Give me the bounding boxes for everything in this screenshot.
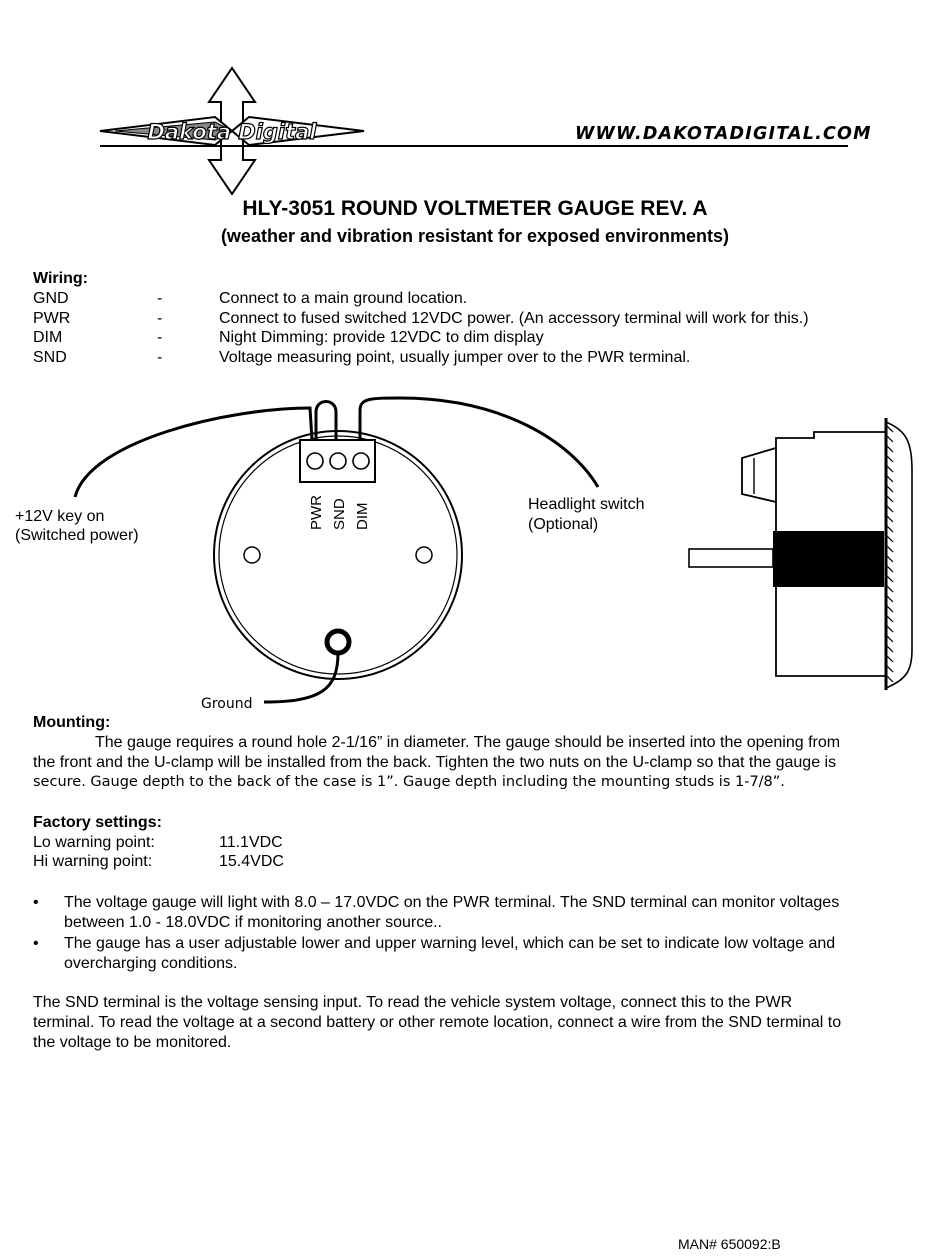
- ground-label: Ground: [201, 696, 253, 712]
- mounting-line: the front and the U-clamp will be installed from the back. Tighten the two nuts on the U-clamp so that the gauge is: [33, 754, 837, 771]
- bullet-marker: •: [33, 935, 39, 952]
- side-view-connector: [742, 448, 776, 502]
- jumper-wire: [316, 402, 336, 441]
- bullet-marker: •: [33, 894, 39, 911]
- terminal-block: [300, 440, 375, 482]
- wiring-term: SND: [33, 349, 67, 366]
- website-url[interactable]: WWW.DAKOTADIGITAL.COM: [575, 124, 872, 144]
- bullet-item: [33, 934, 913, 974]
- wiring-dash: -: [157, 290, 163, 307]
- wiring-desc: Connect to a main ground location.: [219, 290, 468, 307]
- wiring-term: PWR: [33, 310, 71, 327]
- dim-wire: [360, 398, 598, 487]
- wiring-desc: Night Dimming: provide 12VDC to dim display: [219, 329, 544, 346]
- wiring-heading: Wiring:: [33, 270, 88, 287]
- mounting-hole-right: [416, 547, 432, 563]
- headlight-sublabel: (Optional): [528, 516, 599, 533]
- side-view-clamp: [773, 531, 884, 587]
- manual-number: MAN# 650092:B: [678, 1236, 781, 1252]
- page-subtitle: (weather and vibration resistant for exposed environments): [220, 226, 730, 246]
- wiring-term: GND: [33, 290, 69, 307]
- wiring-dash: -: [157, 329, 163, 346]
- page-title: HLY-3051 ROUND VOLTMETER GAUGE REV. A: [242, 197, 708, 220]
- bullet-text: The gauge has a user adjustable lower and upper warning level, which can be set to indicate low voltage and: [64, 935, 836, 952]
- factory-label: Lo warning point:: [33, 834, 155, 851]
- key-on-label: +12V key on: [15, 508, 105, 525]
- logo-text: Dakota Digital: [147, 120, 317, 144]
- mounting-heading: Mounting:: [33, 714, 111, 731]
- factory-heading: Factory settings:: [33, 814, 162, 831]
- terminal-label-snd: SND: [331, 498, 348, 530]
- mounting-line: The gauge requires a round hole 2-1/16” in diameter. The gauge should be inserted into the opening from: [95, 734, 841, 751]
- bullet-item: [33, 893, 913, 933]
- dakota-digital-logo: [95, 62, 370, 200]
- snd-paragraph-line: the voltage to be monitored.: [33, 1034, 232, 1051]
- bullet-text: overcharging conditions.: [64, 955, 238, 972]
- wiring-desc: Voltage measuring point, usually jumper over to the PWR terminal.: [219, 349, 691, 366]
- snd-paragraph-line: The SND terminal is the voltage sensing input. To read the vehicle system voltage, connect this to the PWR: [33, 994, 793, 1011]
- factory-value: 15.4VDC: [219, 853, 284, 870]
- factory-label: Hi warning point:: [33, 853, 153, 870]
- wiring-desc: Connect to fused switched 12VDC power. (An accessory terminal will work for this.): [219, 310, 809, 327]
- wiring-term: DIM: [33, 329, 63, 346]
- side-view-stud: [689, 549, 773, 567]
- wiring-diagram: [0, 385, 950, 715]
- header-rule: [100, 145, 848, 147]
- key-on-sublabel: (Switched power): [15, 527, 139, 544]
- wiring-dash: -: [157, 349, 163, 366]
- headlight-label: Headlight switch: [528, 496, 645, 513]
- snd-paragraph-line: terminal. To read the voltage at a second battery or other remote location, connect a wire from the SND terminal to: [33, 1014, 842, 1031]
- terminal-label-pwr: PWR: [308, 495, 325, 530]
- mounting-line: secure. Gauge depth to the back of the case is 1”. Gauge depth including the mounting studs is 1-7/8”.: [33, 774, 785, 790]
- factory-value: 11.1VDC: [219, 834, 283, 851]
- bullet-text: between 1.0 - 18.0VDC if monitoring another source..: [64, 914, 442, 931]
- mounting-hole-left: [244, 547, 260, 563]
- bullet-text: The voltage gauge will light with 8.0 – 17.0VDC on the PWR terminal. The SND terminal can monitor voltages: [64, 894, 840, 911]
- wiring-dash: -: [157, 310, 163, 327]
- terminal-label-dim: DIM: [354, 502, 371, 530]
- ground-stud: [327, 631, 349, 653]
